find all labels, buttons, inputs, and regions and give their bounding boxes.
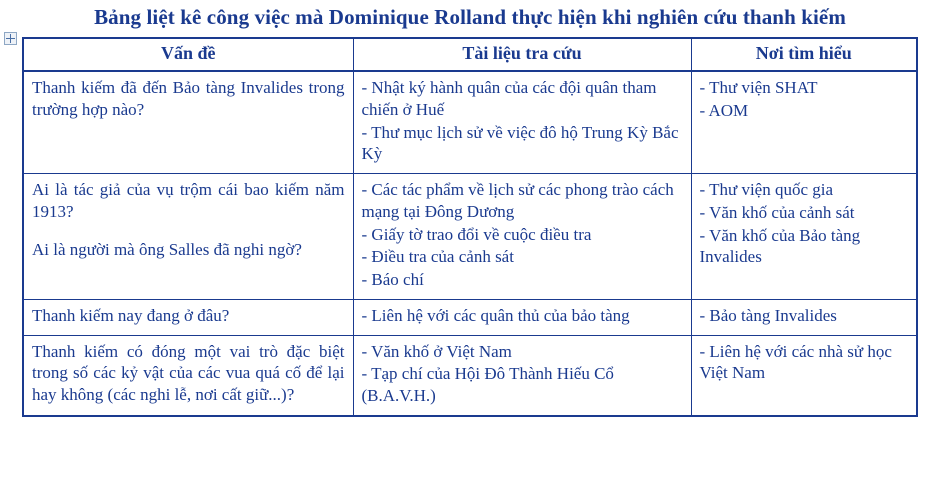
table-row	[23, 335, 917, 416]
cell-issue	[23, 335, 353, 416]
page-title: Bảng liệt kê công việc mà Dominique Rolland thực hiện khi nghiên cứu thanh kiếm	[94, 5, 846, 29]
documents-list	[362, 305, 683, 327]
places-list	[700, 305, 909, 327]
table-row	[23, 299, 917, 335]
cell-places	[691, 71, 917, 174]
list-item: - Nhật ký hành quân của các đội quân tham chiến ở Huế	[361, 78, 657, 119]
documents-list	[362, 77, 683, 165]
cell-issue	[23, 299, 353, 335]
list-item: - Tạp chí của Hội Đô Thành Hiếu Cổ (B.A.V.H.)	[361, 364, 614, 406]
list-item: - Liên hệ với các nhà sử học Việt Nam	[699, 341, 892, 383]
column-header-documents: Tài liệu tra cứu	[353, 38, 691, 71]
table-row	[23, 174, 917, 300]
list-item: - Điều tra của cảnh sát	[361, 247, 514, 267]
list-item: - Báo chí	[361, 270, 424, 290]
column-header-places: Nơi tìm hiểu	[691, 38, 917, 71]
cell-documents	[353, 299, 691, 335]
cell-places	[691, 335, 917, 416]
cell-places	[691, 174, 917, 300]
table-header-row	[23, 38, 917, 71]
list-item: - Các tác phẩm về lịch sử các phong trào cách mạng tại Đông Dương	[361, 180, 674, 221]
table-header	[23, 38, 917, 71]
places-list	[700, 77, 909, 122]
issue-text: Thanh kiếm đã đến Bảo tàng Invalides trong trường hợp nào?	[32, 78, 345, 119]
list-item: - Văn khố của Bảo tàng Invalides	[699, 225, 861, 267]
issue-text: Ai là người mà ông Salles đã nghi ngờ?	[32, 239, 302, 259]
places-list	[700, 341, 909, 385]
cell-documents	[353, 335, 691, 416]
cell-documents	[353, 174, 691, 300]
cell-issue	[23, 174, 353, 300]
table-move-handle[interactable]	[4, 32, 17, 45]
cell-documents	[353, 71, 691, 174]
list-item: - AOM	[699, 100, 749, 120]
list-item: - Thư mục lịch sử về việc đô hộ Trung Kỳ Bắc Kỳ	[361, 122, 679, 164]
documents-list	[362, 179, 683, 291]
list-item: - Văn khố ở Việt Nam	[361, 341, 512, 361]
column-header-issue: Vấn đề	[23, 38, 353, 71]
places-list	[700, 179, 909, 268]
table-row	[23, 71, 917, 174]
list-item: - Liên hệ với các quân thủ của bảo tàng	[361, 305, 630, 325]
cell-places	[691, 299, 917, 335]
issue-text: Ai là tác giả của vụ trộm cái bao kiếm năm 1913?	[32, 180, 345, 221]
list-item: - Bảo tàng Invalides	[699, 305, 837, 325]
list-item: - Văn khố của cảnh sát	[699, 202, 855, 222]
table-body	[23, 71, 917, 416]
list-item: - Thư viện SHAT	[699, 78, 818, 98]
issue-text: Thanh kiếm có đóng một vai trò đặc biệt trong số các kỷ vật của các vua quá cố để lại hay không (các nghi lễ, nơi cất giữ...)?	[32, 341, 345, 405]
list-item: - Giấy tờ trao đổi về cuộc điều tra	[361, 224, 592, 244]
issue-text: Thanh kiếm nay đang ở đâu?	[32, 305, 230, 325]
list-item: - Thư viện quốc gia	[699, 180, 834, 200]
cell-issue	[23, 71, 353, 174]
work-table	[22, 37, 918, 417]
table-container	[0, 37, 940, 417]
documents-list	[362, 341, 683, 407]
